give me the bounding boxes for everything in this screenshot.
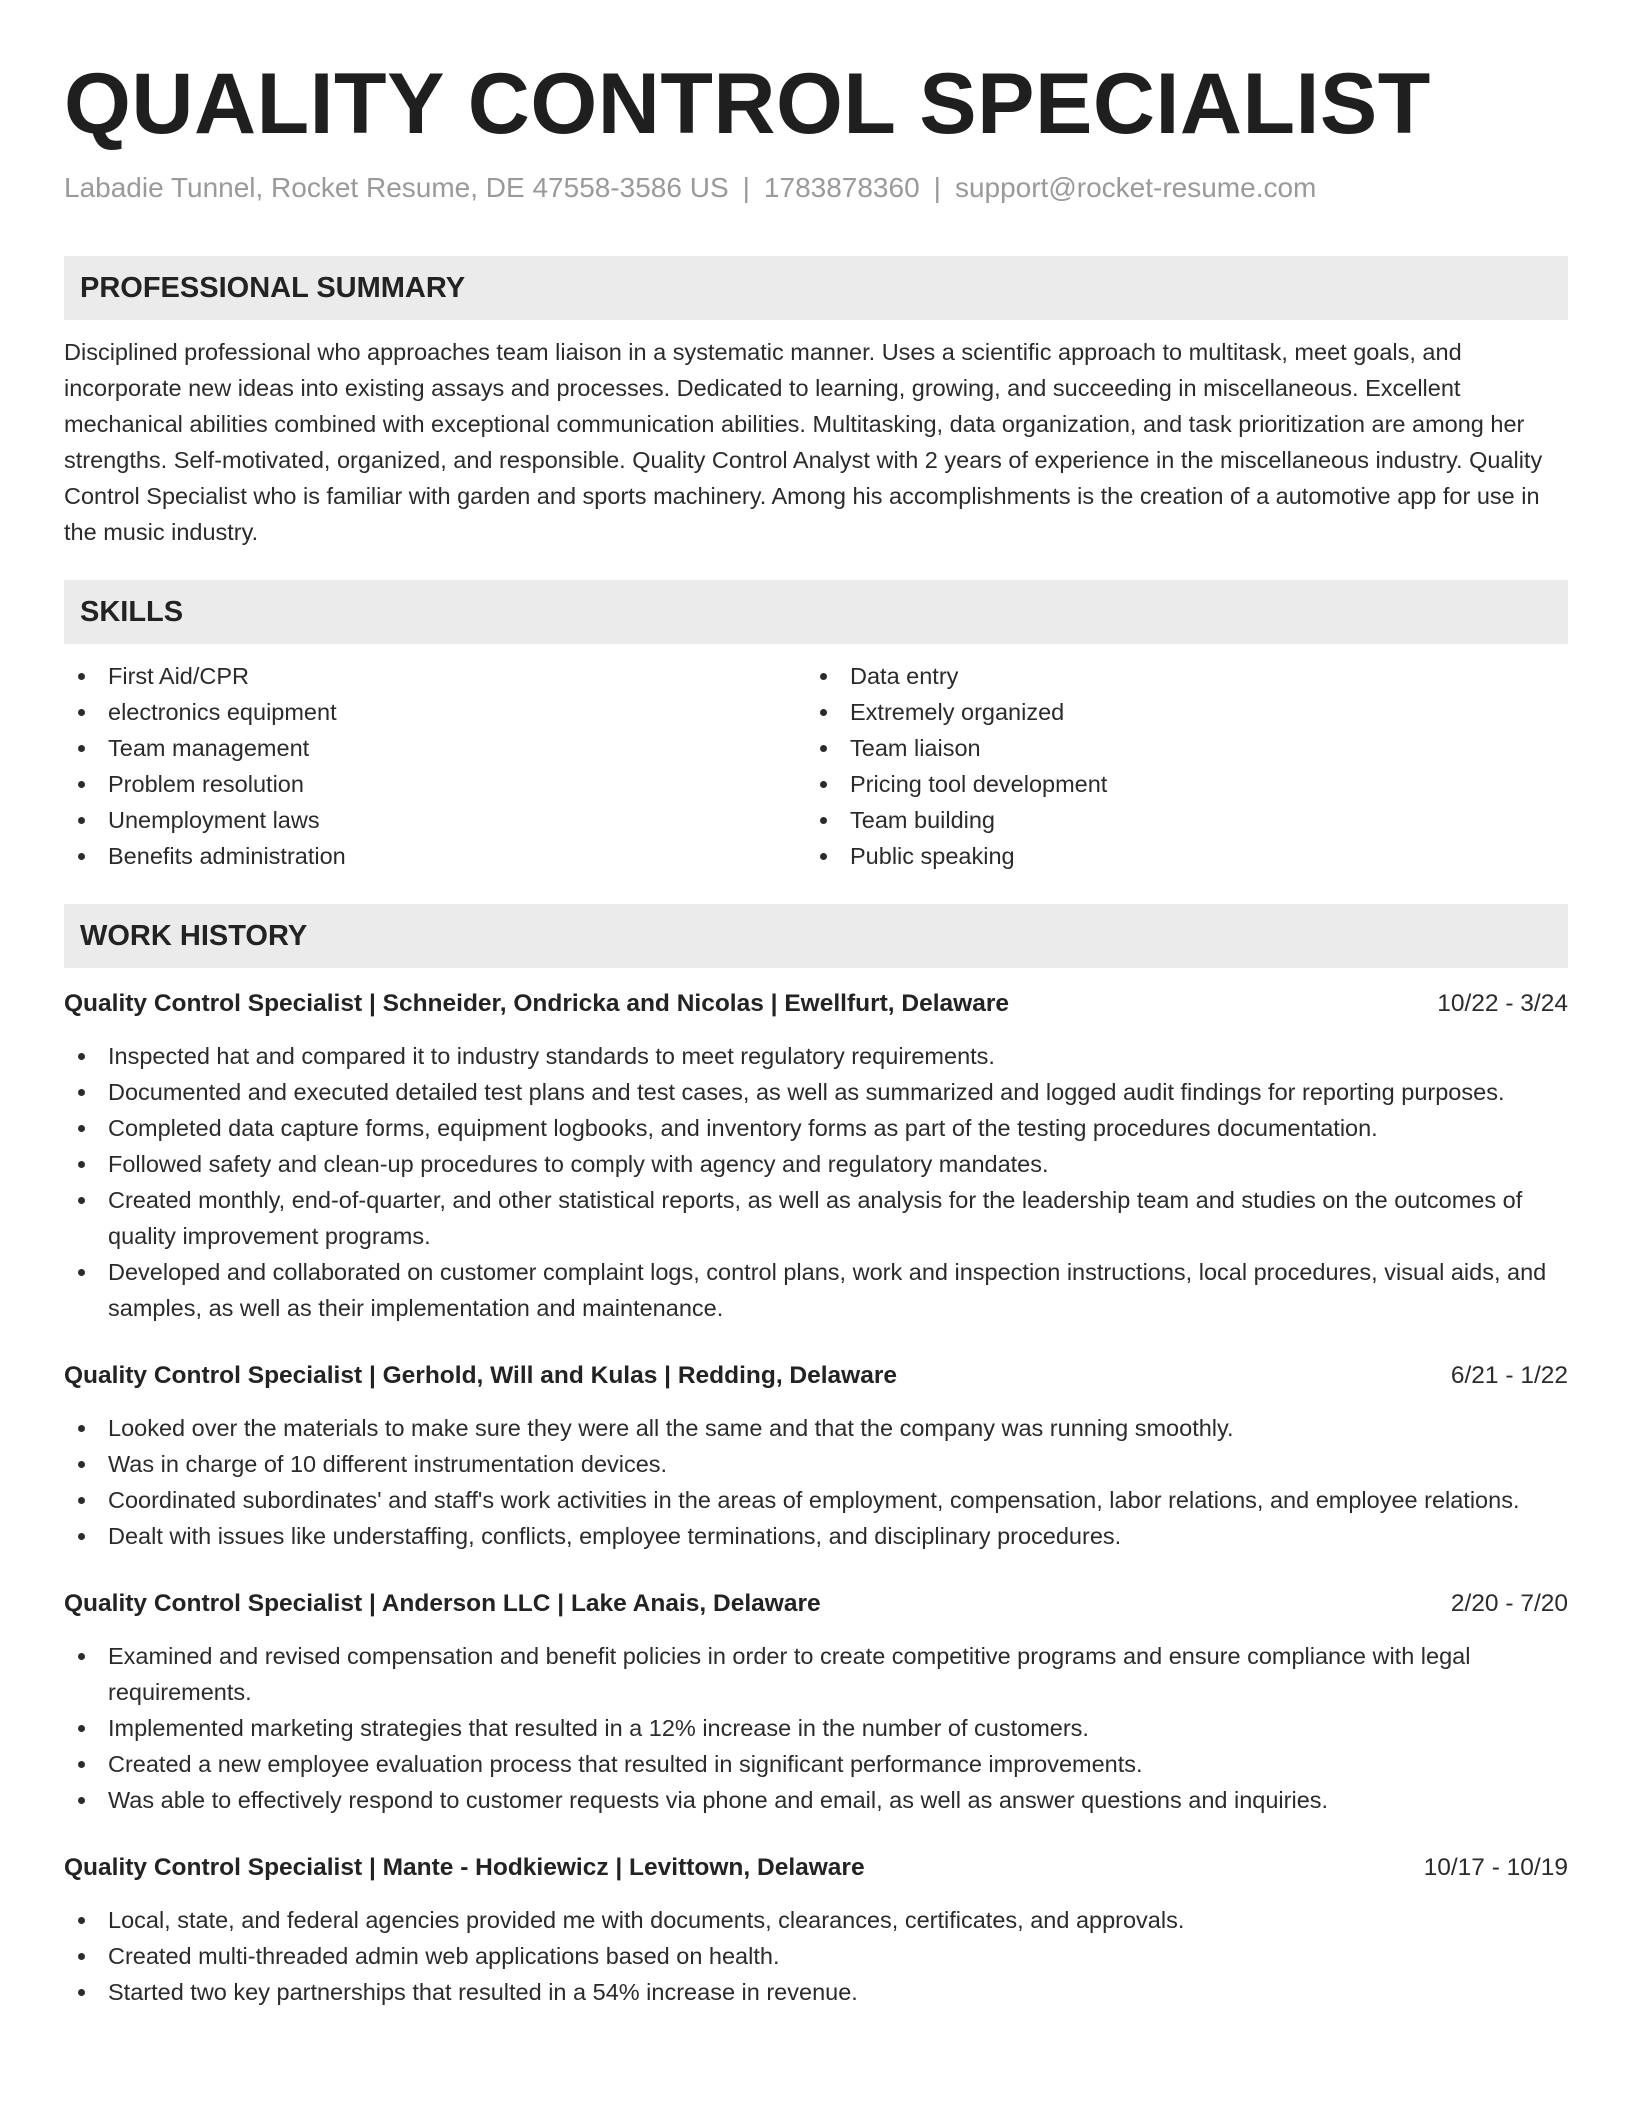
contact-separator: | (933, 172, 941, 203)
skill-item: electronics equipment (64, 694, 806, 730)
job-bullet: Followed safety and clean-up procedures to comply with agency and regulatory mandates. (64, 1146, 1568, 1182)
job-title: Quality Control Specialist | Mante - Hodkiewicz | Levittown, Delaware (64, 1854, 865, 1881)
job-entry (64, 1358, 1568, 1554)
section-heading-skills: SKILLS (64, 580, 1568, 644)
skill-item: First Aid/CPR (64, 658, 806, 694)
job-bullet: Started two key partnerships that resulted in a 54% increase in revenue. (64, 1974, 1568, 2010)
skill-item: Data entry (806, 658, 1548, 694)
skill-item: Unemployment laws (64, 802, 806, 838)
job-bullet: Completed data capture forms, equipment logbooks, and inventory forms as part of the testing procedures documentation. (64, 1110, 1568, 1146)
contact-separator: | (742, 172, 750, 203)
job-title: Quality Control Specialist | Anderson LLC | Lake Anais, Delaware (64, 1590, 821, 1617)
job-bullet: Was able to effectively respond to customer requests via phone and email, as well as answer questions and inquiries. (64, 1782, 1568, 1818)
skill-item: Problem resolution (64, 766, 806, 802)
skill-item: Extremely organized (806, 694, 1548, 730)
job-header (64, 1358, 1568, 1394)
summary-text: Disciplined professional who approaches team liaison in a systematic manner. Uses a scientific approach to multitask, meet goals, and incorporate new ideas into existing assays and processes. Dedicated to learning, growing, and succeeding in miscellaneous. Excellent mechanical abilities combined with exceptional communication abilities. Multitasking, data organization, and task prioritization are among her strengths. Self-motivated, organized, and responsible. Quality Control Analyst with 2 years of experience in the miscellaneous industry. Quality Control Specialist who is familiar with garden and sports machinery. Among his accomplishments is the creation of a automotive app for use in the music industry. (64, 339, 1543, 545)
job-bullet: Inspected hat and compared it to industry standards to meet regulatory requirements. (64, 1038, 1568, 1074)
job-bullet: Local, state, and federal agencies provided me with documents, clearances, certificates, and approvals. (64, 1902, 1568, 1938)
job-entry (64, 1586, 1568, 1818)
skills-column-left (64, 658, 806, 874)
skill-item: Team management (64, 730, 806, 766)
job-bullet: Created a new employee evaluation process that resulted in significant performance improvements. (64, 1746, 1568, 1782)
job-bullet: Created monthly, end-of-quarter, and other statistical reports, as well as analysis for the leadership team and studies on the outcomes of quality improvement programs. (64, 1182, 1568, 1254)
job-dates: 10/17 - 10/19 (1423, 1854, 1568, 1881)
resume-page (64, 0, 1568, 2010)
job-bullets (64, 1038, 1568, 1326)
job-bullet: Documented and executed detailed test plans and test cases, as well as summarized and logged audit findings for reporting purposes. (64, 1074, 1568, 1110)
job-bullet: Looked over the materials to make sure they were all the same and that the company was running smoothly. (64, 1410, 1568, 1446)
job-bullet: Coordinated subordinates' and staff's work activities in the areas of employment, compensation, labor relations, and employee relations. (64, 1482, 1568, 1518)
skill-item: Benefits administration (64, 838, 806, 874)
contact-address: Labadie Tunnel, Rocket Resume, DE 47558-3586 US (64, 172, 729, 203)
job-dates: 2/20 - 7/20 (1450, 1590, 1568, 1617)
job-bullet: Implemented marketing strategies that resulted in a 12% increase in the number of customers. (64, 1710, 1568, 1746)
job-header (64, 986, 1568, 1022)
section-heading-summary: PROFESSIONAL SUMMARY (64, 256, 1568, 320)
job-dates: 6/21 - 1/22 (1450, 1362, 1568, 1389)
skills-column-right (806, 658, 1548, 874)
job-title: Quality Control Specialist | Schneider, Ondricka and Nicolas | Ewellfurt, Delaware (64, 990, 1009, 1017)
job-bullet: Dealt with issues like understaffing, conflicts, employee terminations, and disciplinary procedures. (64, 1518, 1568, 1554)
skill-item: Team liaison (806, 730, 1548, 766)
job-header (64, 1850, 1568, 1886)
contact-email: support@rocket-resume.com (954, 172, 1317, 203)
job-entry (64, 1850, 1568, 2010)
job-bullets (64, 1902, 1568, 2010)
job-bullet: Created multi-threaded admin web applications based on health. (64, 1938, 1568, 1974)
job-entry (64, 986, 1568, 1326)
skill-item: Pricing tool development (806, 766, 1548, 802)
skill-item: Team building (806, 802, 1548, 838)
job-bullet: Developed and collaborated on customer complaint logs, control plans, work and inspection instructions, local procedures, visual aids, and samples, as well as their implementation and maintenance. (64, 1254, 1568, 1326)
job-header (64, 1586, 1568, 1622)
job-bullets (64, 1638, 1568, 1818)
resume-name: QUALITY CONTROL SPECIALIST (64, 56, 1431, 152)
job-bullet: Was in charge of 10 different instrumentation devices. (64, 1446, 1568, 1482)
contact-line (64, 170, 1568, 206)
contact-phone: 1783878360 (763, 172, 920, 203)
job-title: Quality Control Specialist | Gerhold, Will and Kulas | Redding, Delaware (64, 1362, 898, 1389)
job-dates: 10/22 - 3/24 (1437, 990, 1568, 1017)
section-heading-work-history: WORK HISTORY (64, 904, 1568, 968)
skill-item: Public speaking (806, 838, 1548, 874)
job-bullet: Examined and revised compensation and benefit policies in order to create competitive programs and ensure compliance with legal requirements. (64, 1638, 1568, 1710)
job-bullets (64, 1410, 1568, 1554)
skills-list (64, 658, 1568, 874)
